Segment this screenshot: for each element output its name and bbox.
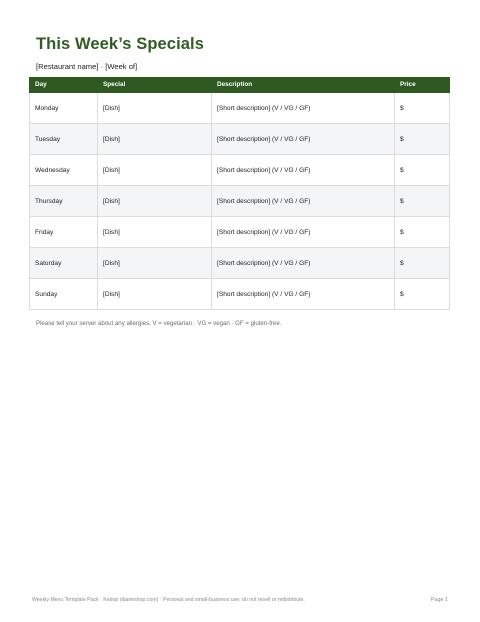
cell-description: [Short description] (V / VG / GF)	[212, 155, 395, 186]
cell-day: Monday	[30, 93, 98, 124]
cell-special: [Dish]	[98, 248, 212, 279]
cell-description: [Short description] (V / VG / GF)	[212, 217, 395, 248]
cell-day: Thursday	[30, 186, 98, 217]
table-row	[30, 248, 450, 279]
cell-special: [Dish]	[98, 124, 212, 155]
cell-description: [Short description] (V / VG / GF)	[212, 124, 395, 155]
cell-day: Tuesday	[30, 124, 98, 155]
cell-special: [Dish]	[98, 186, 212, 217]
specials-table	[29, 77, 450, 310]
cell-price: $	[395, 186, 450, 217]
header-special: Special	[98, 78, 212, 93]
table-row	[30, 279, 450, 310]
header-price: Price	[395, 78, 450, 93]
footer-credit: Weekly Menu Template Pack · Kedop (dianeshop.com) · Personal and small-business use; do not resell or redistribute.	[32, 597, 305, 603]
table-row	[30, 155, 450, 186]
cell-description: [Short description] (V / VG / GF)	[212, 186, 395, 217]
cell-price: $	[395, 248, 450, 279]
table-row	[30, 217, 450, 248]
cell-price: $	[395, 217, 450, 248]
cell-special: [Dish]	[98, 279, 212, 310]
cell-price: $	[395, 93, 450, 124]
cell-day: Saturday	[30, 248, 98, 279]
table-row	[30, 124, 450, 155]
table-row	[30, 93, 450, 124]
header-description: Description	[212, 78, 395, 93]
page-subtitle: [Restaurant name] · [Week of]	[36, 62, 138, 71]
cell-price: $	[395, 155, 450, 186]
cell-special: [Dish]	[98, 155, 212, 186]
cell-description: [Short description] (V / VG / GF)	[212, 93, 395, 124]
table-header-row	[30, 78, 450, 93]
page-title: This Week’s Specials	[36, 35, 204, 53]
cell-day: Wednesday	[30, 155, 98, 186]
cell-description: [Short description] (V / VG / GF)	[212, 279, 395, 310]
page-number: Page 1	[430, 597, 448, 603]
cell-price: $	[395, 124, 450, 155]
cell-special: [Dish]	[98, 217, 212, 248]
table-row	[30, 186, 450, 217]
allergy-note: Please tell your server about any allergies. V = vegetarian · VG = vegan · GF = gluten-free.	[36, 320, 282, 327]
cell-day: Friday	[30, 217, 98, 248]
header-day: Day	[30, 78, 98, 93]
cell-special: [Dish]	[98, 93, 212, 124]
cell-day: Sunday	[30, 279, 98, 310]
cell-description: [Short description] (V / VG / GF)	[212, 248, 395, 279]
cell-price: $	[395, 279, 450, 310]
